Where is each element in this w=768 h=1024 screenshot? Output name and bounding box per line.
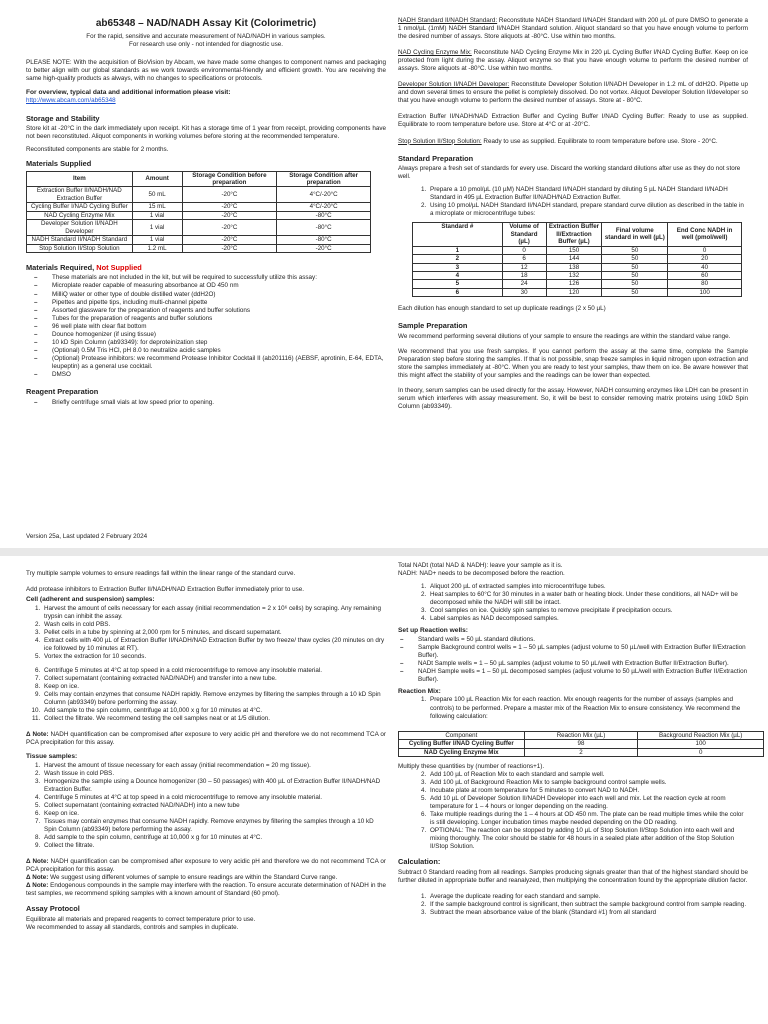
list-item: 2. If the sample background control is significant, then subtract the sample background control from sample reading. xyxy=(428,901,748,909)
research-use-note: For research use only - not intended for diagnostic use. xyxy=(128,40,283,48)
table-cell: 50 mL xyxy=(132,187,182,203)
materials-required-label: Materials Required, xyxy=(26,262,95,272)
table-header-cell: Standard # xyxy=(413,223,503,246)
table-header-cell: Storage Condition before preparation xyxy=(182,171,277,187)
list-item: – Briefly centrifuge small vials at low speed prior to opening. xyxy=(34,399,386,407)
list-item: 7. Tissues may contain enzymes that consume NADH rapidly. Remove enzymes by filtering the samples through a 10 kD Spin Column (ab93349) before performing the assay. xyxy=(42,818,386,834)
materials-required-list xyxy=(34,274,386,379)
table-cell: 100 xyxy=(668,288,742,296)
reaction-mix-table xyxy=(398,731,764,757)
sample-preparation-text-2: We recommend that you use fresh samples. If you cannot perform the assay at the same time, complete the Sample Preparation step before storing the samples. If that is not possible, snap freeze samples in liquid nitrogen upon extraction and store the samples immediately at -80°C. When you are ready to test your samples, thaw them on ice. Be aware however that this might affect the stability of your samples and the readings can be lower than expected. xyxy=(398,347,748,379)
list-item: – 10 kD Spin Column (ab93349): for deproteinization step xyxy=(34,339,386,347)
table-cell: 18 xyxy=(502,271,546,279)
table-cell: 60 xyxy=(668,271,742,279)
table-header-cell: Volume of Standard (µL) xyxy=(502,223,546,246)
list-item: – Dounce homogenizer (if using tissue) xyxy=(34,331,386,339)
note-label: Δ Note: xyxy=(26,882,49,890)
table-header-cell: Storage Condition after preparation xyxy=(277,171,371,187)
list-item: – 96 well plate with clear flat bottom xyxy=(34,323,386,331)
table-cell: -80°C xyxy=(277,220,371,236)
total-nadt-text: Total NADt (total NAD & NADH): leave your sample as it is. xyxy=(398,562,563,569)
list-item: – DMSO xyxy=(34,371,386,379)
table-cell: NAD Cycling Enzyme Mix xyxy=(399,748,525,756)
calculation-heading: Calculation: xyxy=(398,857,441,867)
list-item: – Standard wells = 50 µL standard dilutions. xyxy=(400,636,748,644)
table-cell: NADH Standard II/NADH Standard xyxy=(27,236,133,244)
list-item: 1. Aliquot 200 µL of extracted samples into microcentrifuge tubes. xyxy=(428,583,748,591)
version-footer: Version 25a, Last updated 2 February 2024 xyxy=(26,533,148,540)
list-item: – NADt Sample wells = 1 – 50 µL samples (adjust volume to 50 µL/well with Extraction Buffer II/Extraction Buffer). xyxy=(400,660,748,668)
list-item: 11. Collect the filtrate. We recommend testing the cell samples neat or at 1/5 dilution. xyxy=(42,715,386,723)
table-row xyxy=(413,255,742,263)
assay-protocol-text-2: We recommended to assay all standards, controls and samples in duplicate. xyxy=(26,923,239,931)
table-cell: 126 xyxy=(546,280,602,288)
table-cell: 0 xyxy=(502,246,546,254)
table-cell: 80 xyxy=(668,280,742,288)
table-cell: 4 xyxy=(413,271,503,279)
list-item: – (Optional) Protease inhibitors: we recommend Protease Inhibitor Cocktail II (ab201116) (AEBSF, aprotinin, E-64, EDTA, leupeptin) as a general use cocktail. xyxy=(34,355,386,371)
table-cell: 0 xyxy=(668,246,742,254)
table-cell: 98 xyxy=(524,740,638,748)
sample-preparation-text-1: We recommend performing several dilutions of your sample to ensure the readings are within the standard value range. xyxy=(398,332,731,340)
overview-link[interactable]: http://www.abcam.com/ab65348 xyxy=(26,97,116,105)
stop-solution-text: Ready to use as supplied. Equilibrate to room temperature before use. Store - 20°C. xyxy=(481,137,718,145)
cycling-enzyme-paragraph xyxy=(398,49,748,73)
table-header-cell: Item xyxy=(27,171,133,187)
table-cell: Cycling Buffer I/NAD Cycling Buffer xyxy=(399,740,525,748)
list-item: 6. Take multiple readings during the 1 – 4 hours at OD 450 nm. The plate can be read multiple times while the color is still developing. Longer incubation times maybe needed depending on the OD reading. xyxy=(428,811,748,827)
table-row xyxy=(413,288,742,296)
note-acidic-ph-2 xyxy=(26,858,386,874)
table-cell: 0 xyxy=(638,748,764,756)
table-cell: -20°C xyxy=(277,244,371,252)
table-row xyxy=(27,220,371,236)
cell-samples-heading: Cell (adherent and suspension) samples: xyxy=(26,596,155,604)
list-item: 3. Subtract the mean absorbance value of the blank (Standard #1) from all standard xyxy=(428,909,748,917)
table-row xyxy=(27,211,371,219)
list-item: – Sample Background control wells = 1 – 50 µL samples (adjust volume to 50 µL/well with Extraction Buffer II/Extraction Buffer). xyxy=(400,644,748,660)
table-cell: 132 xyxy=(546,271,602,279)
note-label: Δ Note: xyxy=(26,874,49,882)
table-cell: 3 xyxy=(413,263,503,271)
note-label: Δ Note: xyxy=(26,858,49,866)
table-header-cell: Extraction Buffer II/Extraction Buffer (µL) xyxy=(546,223,602,246)
page1-right-column xyxy=(398,17,748,416)
page2-right-column xyxy=(398,562,748,921)
developer-paragraph xyxy=(398,81,748,105)
document-title: ab65348 – NAD/NADH Assay Kit (Colorimetric) xyxy=(95,18,317,29)
table-header-cell: Amount xyxy=(132,171,182,187)
intro-text-2: Add protease inhibitors to Extraction Buffer II/NADH/NAD Extraction Buffer immediately prior to use. xyxy=(26,586,305,594)
note-text: Endogenous compounds in the sample may interfere with the reaction. To ensure accurate determination of NADH in the test samples, we recommend spiking samples with a known amount of Standard (60 pmol). xyxy=(26,882,386,898)
table-cell: -80°C xyxy=(277,236,371,244)
reagent-preparation-heading: Reagent Preparation xyxy=(26,387,99,397)
note-acidic-ph-1 xyxy=(26,731,386,747)
reconstituted-text: Reconstituted components are stable for 2 months. xyxy=(26,146,169,154)
table-cell: Stop Solution II/Stop Solution xyxy=(27,244,133,252)
materials-supplied-heading: Materials Supplied xyxy=(26,159,92,169)
duplicate-readings-text: Each dilution has enough standard to set up duplicate readings (2 x 50 µL) xyxy=(398,305,606,313)
table-cell: Cycling Buffer I/NAD Cycling Buffer xyxy=(27,203,133,211)
reaction-wells-heading: Set up Reaction wells: xyxy=(398,627,468,635)
note-label: Δ Note: xyxy=(26,731,49,739)
materials-required-heading xyxy=(26,263,386,272)
table-cell: -20°C xyxy=(182,244,277,252)
table-cell: 1.2 mL xyxy=(132,244,182,252)
list-item: – Pipettes and pipette tips, including multi-channel pipette xyxy=(34,299,386,307)
nadh-standard-label: NADH Standard II/NADH Standard: xyxy=(398,17,498,24)
storage-text: Store kit at -20°C in the dark immediately upon receipt. Kit has a storage time of 1 year from receipt, providing components have not been reconstituted. Aliquot components in working volumes before storing at the recommended temperature. xyxy=(26,124,386,141)
nadh-standard-paragraph xyxy=(398,17,748,41)
standard-preparation-steps xyxy=(428,186,748,218)
table-cell: 2 xyxy=(413,255,503,263)
list-item: 2. Wash tissue in cold PBS. xyxy=(42,770,386,778)
assay-protocol-heading: Assay Protocol xyxy=(26,904,80,914)
list-item: 2. Using 10 pmol/µL NADH Standard II/NADH standard, prepare standard curve dilution as described in the table in a microplate or microcentrifuge tubes: xyxy=(428,202,748,218)
note-text: We suggest using different volumes of sample to ensure readings are within the Standard Curve range. xyxy=(48,874,338,882)
table-header-cell: Reaction Mix (µL) xyxy=(524,731,638,739)
table-cell: -20°C xyxy=(182,187,277,203)
reaction-mix-steps xyxy=(428,696,748,720)
calculation-steps xyxy=(428,893,748,917)
multiply-text: Multiply these quantities by (number of reactions+1). xyxy=(398,762,545,770)
list-item: 7. Collect supernatant (containing extracted NAD/NADH) and transfer into a new tube. xyxy=(42,675,386,683)
table-cell: 138 xyxy=(546,263,602,271)
list-item: 10. Add sample to the spin column, centrifuge at 10,000 x g for 10 minutes at 4°C. xyxy=(42,707,386,715)
list-item: – (Optional) 0.5M Tris HCl, pH 8.0 to neutralize acidic samples xyxy=(34,347,386,355)
list-item: 1. Prepare a 10 pmol/µL (10 µM) NADH Standard II/NADH standard by diluting 5 µL NADH Standard II/NADH Standard in 495 µL Extraction Buffer II/NADH/NAD Extraction Buffer. xyxy=(428,186,748,202)
document-subtitle: For the rapid, sensitive and accurate measurement of NAD/NADH in various samples. xyxy=(86,32,326,40)
table-cell: -20°C xyxy=(182,211,277,219)
list-item: – MilliQ water or other type of double distilled water (ddH2O) xyxy=(34,291,386,299)
list-item: 3. Add 100 µL of Background Reaction Mix to sample background control sample wells. xyxy=(428,779,748,787)
cell-samples-steps xyxy=(42,605,386,724)
reaction-mix-continued-steps xyxy=(428,771,748,851)
table-row xyxy=(413,271,742,279)
table-header-row xyxy=(413,223,742,246)
table-cell: 15 mL xyxy=(132,203,182,211)
decomposition-steps xyxy=(428,583,748,623)
list-item: 3. Pellet cells in a tube by spinning at 2,000 rpm for 5 minutes, and discard supernatant. xyxy=(42,629,386,637)
assay-protocol-text-1: Equilibrate all materials and prepared reagents to correct temperature prior to use. xyxy=(26,915,256,923)
table-row xyxy=(27,187,371,203)
standard-curve-table xyxy=(412,222,742,297)
table-cell: 24 xyxy=(502,280,546,288)
list-item: – NADH Sample wells = 1 – 50 µL decomposed samples (adjust volume to 50 µL/well with Extraction Buffer II/Extraction Buffer). xyxy=(400,668,748,684)
list-item: 9. Cells may contain enzymes that consume NADH rapidly. Remove enzymes by filtering the samples through a 10 kD Spin Column (ab93349) before performing the assay. xyxy=(42,691,386,707)
list-item: 3. Homogenize the sample using a Dounce homogenizer (30 – 50 passages) with 400 µL of Extraction Buffer II/NADH/NAD Extraction Buffer. xyxy=(42,778,386,794)
table-header-cell: Component xyxy=(399,731,525,739)
list-item: – These materials are not included in the kit, but will be required to successfully utilize this assay: xyxy=(34,274,386,282)
table-header-row xyxy=(27,171,371,187)
table-cell: Developer Solution II/NADH Developer xyxy=(27,220,133,236)
table-cell: -80°C xyxy=(277,211,371,219)
list-item: 6. Centrifuge 5 minutes at 4°C at top speed in a cold microcentrifuge to remove any insoluble material. xyxy=(42,667,386,675)
list-item: – Microplate reader capable of measuring absorbance at OD 450 nm xyxy=(34,282,386,290)
list-item: 2. Wash cells in cold PBS. xyxy=(42,621,386,629)
table-header-cell: End Conc NADH in well (pmol/well) xyxy=(668,223,742,246)
note-endogenous-compounds xyxy=(26,882,386,898)
table-cell: 4°C/-20°C xyxy=(277,187,371,203)
nadh-decompose-text: NADH: NAD+ needs to be decomposed before the reaction. xyxy=(398,570,565,578)
table-cell: 50 xyxy=(602,271,668,279)
list-item: 8. Add sample to the spin column, centrifuge at 10,000 x g for 10 minutes at 4°C. xyxy=(42,834,386,842)
list-item: 7. OPTIONAL: The reaction can be stopped by adding 10 µL of Stop Solution II/Stop Solution into each well and mixing thoroughly. The color should be stable for 48 hours in a sealed plate after addition of the Stop Solution II/Stop Solution. xyxy=(428,827,748,851)
table-row xyxy=(413,246,742,254)
table-cell: 6 xyxy=(502,255,546,263)
tissue-samples-steps xyxy=(42,762,386,851)
list-item: 4. Extract cells with 400 µL of Extraction Buffer II/NADH/NAD Extraction Buffer by two freeze/ thaw cycles (20 minutes on dry ice followed by 10 minutes at RT). xyxy=(42,637,386,653)
table-cell: 40 xyxy=(668,263,742,271)
list-item: 5. Add 10 µL of Developer Solution II/NADH Developer into each well and mix. Let the reaction cycle at room temperature for 1 – 4 hours or longer depending on the reading. xyxy=(428,795,748,811)
page2-left-column xyxy=(26,570,386,932)
list-item: 1. Prepare 100 µL Reaction Mix for each reaction. Mix enough reagents for the number of assays (samples and controls) to be performed. Prepare a master mix of the Reaction Mix to ensure consistency. We recommend the following calculation: xyxy=(428,696,748,720)
note-text: NADH quantification can be compromised after exposure to very acidic pH and therefore we do not recommend TCA or PCA precipitation for this assay. xyxy=(26,731,386,747)
reagent-preparation-list xyxy=(34,399,386,407)
table-cell: 6 xyxy=(413,288,503,296)
stop-solution-paragraph xyxy=(398,138,748,146)
table-row xyxy=(27,236,371,244)
table-header-cell: Final volume standard in well (µL) xyxy=(602,223,668,246)
standard-preparation-heading: Standard Preparation xyxy=(398,153,474,163)
table-cell: NAD Cycling Enzyme Mix xyxy=(27,211,133,219)
materials-supplied-table xyxy=(26,171,371,253)
biovision-notice: PLEASE NOTE: With the acquisition of BioVision by Abcam, we have made some changes to component names and packaging to better align with our global standards as we work towards environmental-friendly and efficient growth. You are receiving the same high-quality products as always, with no changes to specifications or protocols. xyxy=(26,58,386,82)
overview-label: For overview, typical data and additional information please visit: xyxy=(26,89,231,97)
list-item: – Tubes for the preparation of reagents and buffer solutions xyxy=(34,315,386,323)
table-cell: 1 xyxy=(413,246,503,254)
note-text: NADH quantification can be compromised after exposure to very acidic pH and therefore we do not recommend TCA or PCA precipitation for this assay. xyxy=(26,858,386,874)
table-cell: 50 xyxy=(602,280,668,288)
table-cell: 20 xyxy=(668,255,742,263)
table-row xyxy=(413,263,742,271)
table-cell: 50 xyxy=(602,263,668,271)
list-item: 5. Collect supernatant (containing extracted NAD/NADH) into a new tube xyxy=(42,802,386,810)
table-cell: 2 xyxy=(524,748,638,756)
document-page-2 xyxy=(0,556,768,1024)
tissue-samples-heading: Tissue samples: xyxy=(26,753,78,761)
table-cell: 1 vial xyxy=(132,211,182,219)
table-cell: 50 xyxy=(602,246,668,254)
list-item: 3. Cool samples on ice. Quickly spin samples to remove precipitate if precipitation occurs. xyxy=(428,607,748,615)
table-cell: Extraction Buffer II/NADH/NAD Extraction Buffer xyxy=(27,187,133,203)
table-cell: -20°C xyxy=(182,203,277,211)
table-cell: 30 xyxy=(502,288,546,296)
table-cell: 1 vial xyxy=(132,220,182,236)
intro-text-1: Try multiple sample volumes to ensure readings fall within the linear range of the standard curve. xyxy=(26,570,296,577)
cycling-enzyme-text: Reconstitute NAD Cycling Enzyme Mix in 220 µL Cycling Buffer I/NAD Cycling Buffer. Keep on ice protected from light during the assay. Aliquot enzyme so that you have enough volume to perform the desired number of assays. Store aliquots at -80°C. Use within two months. xyxy=(398,49,748,73)
reaction-wells-list xyxy=(400,636,748,684)
table-row xyxy=(399,748,764,756)
table-cell: 1 vial xyxy=(132,236,182,244)
table-cell: 120 xyxy=(546,288,602,296)
stop-solution-label: Stop Solution II/Stop Solution: xyxy=(398,137,482,145)
table-cell: 4°C/-20°C xyxy=(277,203,371,211)
list-item: 1. Harvest the amount of cells necessary for each assay (initial recommendation = 2 x 10⁶ cells) by scraping. Any remaining trypsin can inhibit the assay. xyxy=(42,605,386,621)
table-row xyxy=(27,244,371,252)
table-cell: 50 xyxy=(602,255,668,263)
table-row xyxy=(399,740,764,748)
list-item: 4. Label samples as NAD decomposed samples. xyxy=(428,615,748,623)
list-item: 8. Keep on ice. xyxy=(42,683,386,691)
table-cell: 150 xyxy=(546,246,602,254)
sample-preparation-text-3: In theory, serum samples can be used directly for the assay. However, NADH consuming enzymes like LDH can be present in serum which interferes with assay measurement. So, it will be best to consider removing matrix proteins using 10kD Spin Column (ab93349). xyxy=(398,387,748,411)
table-cell: 50 xyxy=(602,288,668,296)
list-item: 9. Collect the filtrate. xyxy=(42,842,386,850)
table-header-cell: Background Reaction Mix (µL) xyxy=(638,731,764,739)
table-cell: 5 xyxy=(413,280,503,288)
list-item: 1. Harvest the amount of tissue necessary for each assay (initial recommendation = 20 mg tissue). xyxy=(42,762,386,770)
table-row xyxy=(413,280,742,288)
page-separator xyxy=(0,548,768,556)
list-item: 4. Incubate plate at room temperature for 5 minutes to convert NAD to NADH. xyxy=(428,787,748,795)
list-item: 1. Average the duplicate reading for each standard and sample. xyxy=(428,893,748,901)
nadh-standard-text: Reconstitute NADH Standard II/NADH Standard with 200 µL of pure DMSO to generate a 1 nmol/µL (1mM) NADH Standard II/NADH Standard solution. Aliquot standard so that you have enough volume to perform the desired number of assays. Store aliquots at -80°C. Use within two months. xyxy=(398,17,748,41)
table-cell: 144 xyxy=(546,255,602,263)
storage-heading: Storage and Stability xyxy=(26,113,100,123)
list-item: 6. Keep on ice. xyxy=(42,810,386,818)
table-cell: 100 xyxy=(638,740,764,748)
calculation-text: Subtract 0 Standard reading from all readings. Samples producing signals greater than that of the highest standard should be further diluted in appropriate buffer and reanalyzed, then multiplying the concentration found by the appropriate dilution factor. xyxy=(398,868,748,884)
reaction-mix-heading: Reaction Mix: xyxy=(398,688,441,696)
list-item: – Assorted glassware for the preparation of reagents and buffer solutions xyxy=(34,307,386,315)
list-item: 2. Heat samples to 60°C for 30 minutes in a water bath or heating block. Under these conditions, all NAD+ will be decomposed while the NADH will still be intact. xyxy=(428,591,748,607)
table-header-row xyxy=(399,731,764,739)
table-row xyxy=(27,203,371,211)
sample-preparation-heading: Sample Preparation xyxy=(398,321,468,331)
developer-text: Reconstitute Developer Solution II/NADH Developer in 1.2 mL of ddH2O. Pipette up and down several times to ensure the pellet is completely dissolved. Do not vortex. Aliquot Developer Solution II/developer so that you have enough volume to perform the desired number of assays. Store at - 80°C. xyxy=(398,81,748,105)
extraction-buffer-paragraph: Extraction Buffer II/NADH/NAD Extraction Buffer and Cycling Buffer I/NAD Cycling Buffer: Ready to use as supplied. Equilibrate to room temperature before use. Store at 4°C or at -20°C. xyxy=(398,113,748,129)
table-cell: 12 xyxy=(502,263,546,271)
not-supplied-label: Not Supplied xyxy=(96,262,142,272)
list-item: 2. Add 100 µL of Reaction Mix to each standard and sample well. xyxy=(428,771,748,779)
page1-left-column xyxy=(26,0,386,411)
table-cell: -20°C xyxy=(182,236,277,244)
cycling-enzyme-label: NAD Cycling Enzyme Mix: xyxy=(398,49,472,57)
table-cell: -20°C xyxy=(182,220,277,236)
list-item: 5. Vortex the extraction for 10 seconds. xyxy=(42,653,386,661)
developer-label: Developer Solution II/NADH Developer: xyxy=(398,81,510,89)
list-item: 4. Centrifuge 5 minutes at 4°C at top speed in a cold microcentrifuge to remove any insoluble material. xyxy=(42,794,386,802)
note-sample-volumes xyxy=(26,874,386,882)
standard-preparation-text: Always prepare a fresh set of standards for every use. Discard the working standard dilutions after use as they do not store well. xyxy=(398,165,741,181)
